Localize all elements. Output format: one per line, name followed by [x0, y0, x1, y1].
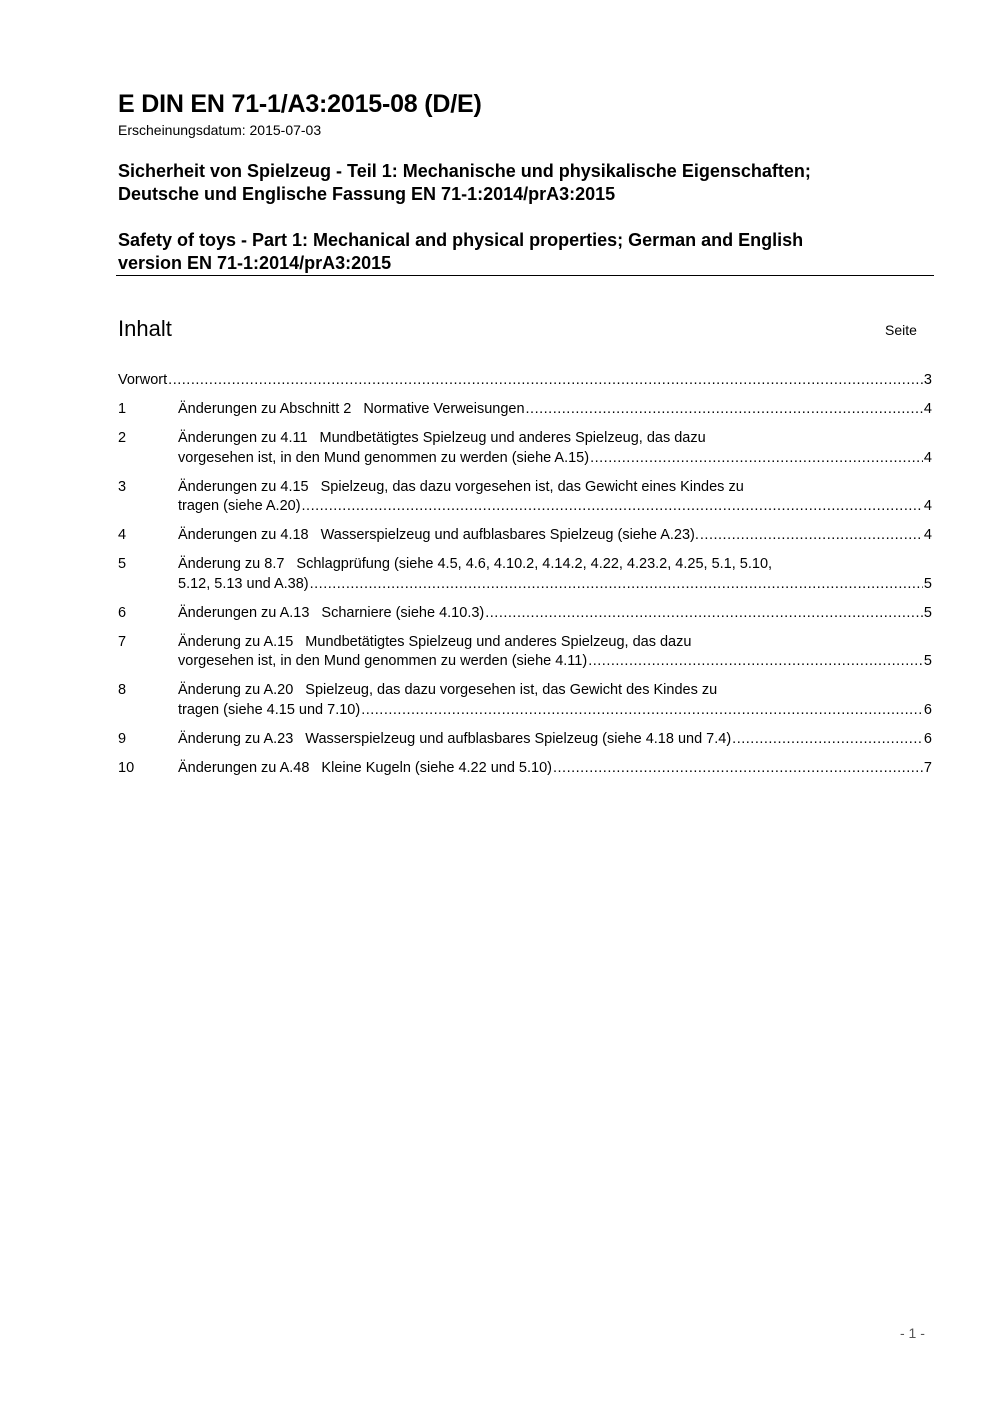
toc-leader-dots [485, 604, 923, 624]
toc-entry-1[interactable] [118, 400, 932, 429]
toc-entry-4[interactable] [118, 526, 932, 555]
toc-entry-title-line-1 [178, 478, 932, 498]
header-divider [116, 275, 934, 276]
toc-entry-page: 5 [923, 653, 932, 669]
toc-entry-3[interactable] [118, 478, 932, 527]
toc-entry-label: Änderungen zu A.13 [178, 604, 310, 621]
toc-entry-title-line-2: tragen (siehe 4.15 und 7.10) [178, 701, 361, 718]
toc-entry-page: 6 [923, 730, 932, 747]
toc-entry-text: Schlagprüfung (siehe 4.5, 4.6, 4.10.2, 4.14.2, 4.22, 4.23.2, 4.25, 5.1, 5.10, [296, 556, 773, 572]
toc-entry-label: Änderung zu 8.7 [178, 556, 285, 572]
toc-entry-number: 10 [118, 759, 135, 776]
toc-heading: Inhalt [118, 316, 172, 341]
toc-entry-8[interactable] [118, 681, 932, 730]
toc-page-column-label: Seite [885, 322, 917, 338]
toc-entry-2[interactable] [118, 429, 932, 478]
toc-leader-dots [732, 730, 923, 750]
toc-entry-text: Scharniere (siehe 4.10.3) [321, 604, 485, 621]
title-german-line-2: Deutsche und Englische Fassung EN 71-1:2014/prA3:2015 [118, 184, 616, 204]
toc-entry-number: 6 [118, 604, 127, 621]
toc-leader-dots [310, 575, 923, 595]
toc-entry-text: Spielzeug, das dazu vorgesehen ist, das Gewicht eines Kindes zu [320, 478, 744, 495]
toc-entry-title [178, 400, 525, 420]
title-english [118, 229, 803, 275]
toc-entry-title-line-1 [178, 633, 932, 653]
toc-entry-5[interactable] [118, 555, 932, 604]
toc-leader-dots [302, 497, 923, 517]
toc-leader-dots [361, 701, 923, 721]
toc-entry-label: Änderungen zu 4.15 [178, 478, 309, 495]
toc-entry-text: Mundbetätigtes Spielzeug und anderes Spielzeug, das dazu [305, 633, 692, 650]
toc-entry-title-line-1 [178, 429, 932, 449]
toc-leader-dots [590, 449, 923, 469]
toc-entry-page: 7 [923, 759, 932, 776]
toc-entry-text: Spielzeug, das dazu vorgesehen ist, das Gewicht des Kindes zu [305, 682, 718, 698]
toc-entry-title-line-2: vorgesehen ist, in den Mund genommen zu werden (siehe A.15) [178, 449, 590, 466]
toc-entry-label: Änderung zu A.20 [178, 682, 294, 698]
toc-leader-dots [588, 652, 923, 672]
toc-entry-page: 4 [923, 449, 932, 466]
toc-entry-title: Vorwort [118, 372, 168, 388]
toc-entry-title-line-1 [178, 555, 932, 575]
table-of-contents [118, 371, 932, 788]
toc-leader-dots [700, 526, 923, 546]
toc-entry-text: Mundbetätigtes Spielzeug und anderes Spielzeug, das dazu [319, 430, 706, 446]
toc-entry-title [178, 730, 731, 750]
title-english-line-2: version EN 71-1:2014/prA3:2015 [118, 253, 392, 273]
toc-entry-number: 7 [118, 633, 127, 650]
publication-date: Erscheinungsdatum: 2015-07-03 [118, 122, 322, 138]
toc-entry-text: Normative Verweisungen [363, 401, 525, 417]
toc-entry-page: 4 [923, 527, 932, 543]
toc-entry-number: 1 [118, 401, 127, 417]
toc-entry-title-line-2: tragen (siehe A.20) [178, 498, 301, 514]
toc-entry-page: 6 [923, 701, 932, 718]
toc-entry-number: 4 [118, 527, 127, 543]
toc-entry-text: Wasserspielzeug und aufblasbares Spielzeug (siehe 4.18 und 7.4) [305, 730, 732, 747]
toc-entry-text: Kleine Kugeln (siehe 4.22 und 5.10) [321, 759, 552, 776]
toc-entry-number: 5 [118, 556, 127, 572]
toc-entry-7[interactable] [118, 633, 932, 682]
toc-entry-number: 8 [118, 682, 127, 698]
title-german [118, 160, 811, 206]
toc-entry-label: Änderungen zu 4.18 [178, 527, 309, 543]
toc-entry-label: Änderungen zu 4.11 [178, 430, 308, 446]
toc-entry-page: 5 [923, 575, 932, 592]
document-id: E DIN EN 71-1/A3:2015-08 (D/E) [118, 90, 482, 118]
toc-entry-label: Änderungen zu A.48 [178, 759, 310, 776]
toc-entry-label: Änderung zu A.23 [178, 730, 294, 747]
toc-leader-dots [553, 759, 923, 779]
toc-entry-number: 3 [118, 478, 127, 495]
toc-entry-page: 4 [923, 401, 932, 417]
page-number: - 1 - [900, 1325, 925, 1341]
toc-entry-9[interactable] [118, 730, 932, 759]
toc-entry-10[interactable] [118, 759, 932, 788]
toc-entry-number: 2 [118, 430, 127, 446]
toc-entry-title [178, 759, 552, 779]
toc-entry-title-line-1 [178, 681, 932, 701]
toc-leader-dots [526, 400, 923, 420]
toc-entry-number: 9 [118, 730, 127, 747]
toc-entry-page: 3 [923, 372, 932, 388]
toc-entry-title-line-2: 5.12, 5.13 und A.38) [178, 575, 309, 592]
toc-entry-page: 5 [923, 604, 932, 621]
title-english-line-1: Safety of toys - Part 1: Mechanical and physical properties; German and English [118, 230, 804, 250]
toc-entry-text: Wasserspielzeug und aufblasbares Spielzeug (siehe A.23). [320, 527, 699, 543]
toc-entry-6[interactable] [118, 604, 932, 633]
toc-entry-title-line-2: vorgesehen ist, in den Mund genommen zu werden (siehe 4.11) [178, 653, 588, 669]
toc-entry-title [178, 604, 484, 624]
toc-leader-dots [168, 371, 923, 391]
toc-entry-title [178, 526, 699, 546]
title-german-line-1: Sicherheit von Spielzeug - Teil 1: Mechanische und physikalische Eigenschaften; [118, 161, 811, 181]
toc-entry-vorwort[interactable] [118, 371, 932, 400]
toc-entry-page: 4 [923, 498, 932, 514]
toc-entry-label: Änderungen zu Abschnitt 2 [178, 401, 352, 417]
toc-entry-label: Änderung zu A.15 [178, 633, 294, 650]
